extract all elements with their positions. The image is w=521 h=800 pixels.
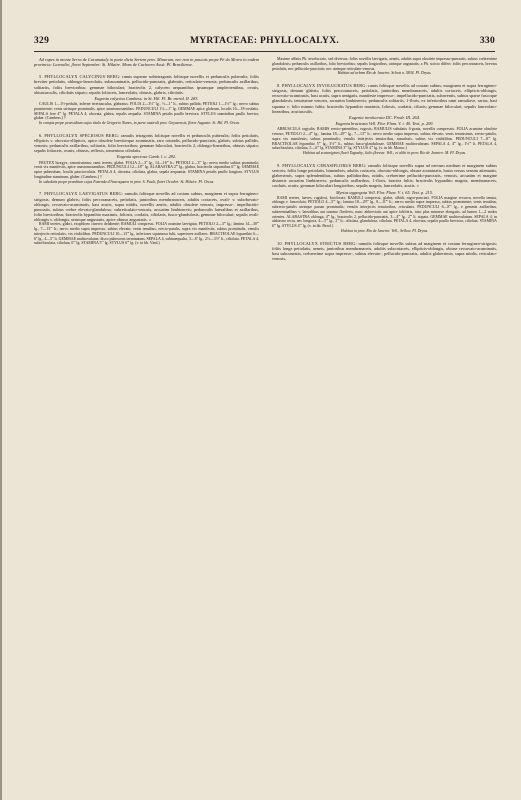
habitat-note: Habitat ad urbem Rio de Janeiro: Schott n. 5834. Pl. Dryas.: [337, 71, 432, 76]
synonym-citation: Myrtus aggregata Vell. Flor. Flum. V. t. 65. Text. p. 215.: [336, 189, 433, 195]
running-title: MYRTACEAE: PHYLLOCALYX.: [189, 36, 340, 46]
header-rule: [34, 51, 495, 52]
species-entry-6: [34, 133, 259, 154]
synonym-citation: Eugenia bracteata Vell. Flor. Flum. V. t. 40. Text. p. 209.: [335, 121, 434, 127]
species-description: CAULIS 1—1½-pedalis, inferne teretiusculus, glabratus. FOLIA 2—3½'' lg., ½—1'' lt., subtus pallida; PETIOLI 1—1½''' lg.; nervo subtus prominente; venis utrinque prominulis, apice anastomosantibus. PEDUNCULI 1½—1'' lg. GEMMAE apice glabrum, loculis 16—18-ovulatis. SEPALA fere 4''' lg. PETALA 4, obovata, glabra, sepalis aequalia. STAMINA petalis paullo breviora. STYLUS staminibus paullo brevior, glaber. (Cambess.) †: [34, 102, 259, 121]
synonym-citation: Eugenia involucrata DC. Prodr. III. 264.: [349, 114, 420, 120]
species-title: 5. PHYLLOCALYX CALYCINUS BERG:: [39, 74, 121, 80]
species-remark: Maxime affinis Ph. involucrato, sed diversus: foliis novellis laevigatis, aeneis, adultis supra obsolete impresso-punctatis, subtus crebrerrime glandulosis; pedunculis axillaribus, folio brevioribus; sepalis longioribus, utrinque angustatis; a Ph. stricto differt: foliis percoranaceis, brevius petiolatis, nec pellucido-punctatis, nec utrinque reticulato-venosis.: [272, 57, 497, 71]
species-description: ARBUSCULA orgyalis; RAMIS erecto-patentibus, rugosis; RAMULIS subulatis 4-gonis, novellis compressis. FOLIA acumine obsolete venoso; PETIOLO 2—4''' lg.; lamina 18—29''' lg., 7—13''' lt.; nervo medio supra impresso, subtus elevato; venis tenuissimis, erecto-patulis, supra vix manifestis, subtus prominulis; venulis interjectis tenuioribus, ramulosis, subtus vix visibilibus. PEDUNCULI 7—8''' lg. BRACTEOLAE hypanthio 5''' lg., 3½''' lt., subtus fusco-glandulosae. GEMMAE multiovulatum. SEPALA 4, 4''' lg., 1½''' lt. PETALA 4, suborbiculata, ciliolata, 5—6''' lg. STAMINA 3''' lg. STYLUS 4''' lg. (v. in hb. Monac.): [272, 127, 497, 151]
species-diagnosis: ramulis foliisque novellis ad costam subtus, marginem et supra ferrugineo-strigosis, demum glabris; foliis percoranaceis, petiolatis, junioribus membranaceis, adultis coriaceis, ovali- v. subobovato-oblongis, recurvato-acuminatis, basi acutis, supra nitidis, novellis aeniis, adultis obsolete venosis, impresso-, impellucido-punctatis, subtus crebre elevato-glanduloso, subreticulato-venosis, arcuatim limbinervis; pedunculis lateralibus et axillaribus, folio brevioribus; bracteolis hypanthio maximis, foliosis, cordatis, ciliolatis, fusco-glandulosis; gemmae biloculari; sepalis ovali-oblongis v. oblongis, utrinque angustatis, apice obtuso angustatis. ↄ: [34, 191, 259, 223]
species-diagnosis: ramulis foliisque novellis supra ad nervum medium et marginem subtus sericeis; foliis longe petiolatis, bimembris, adultis coriaceis, obovato-oblongis, obtuse acuminatis, basin versus sensim attenuatis, glaberrimis, supra splendentibus, subtus pallidioribus, nitidis, crebrerime pellucido-punctatis, venosis, arcuatim et margine distantis arcuatim limbinervis; pedunculis axillaribus, 1-floris, bractea fultis; bracteolis hypanthio magnis, membranaceis, cordatis, acutis; gemmae biloculari longioribus; sepalis magnis, lanceolatis, acutis. ↄ: [272, 162, 497, 189]
running-header: [34, 36, 495, 50]
species-diagnosis: ramulis tetragonis foliisque novellis et pedunculis puberulis; foliis petiolatis, ellipticis v. obovato-ellipticis, apice obsolete breviterque acuminatis, raro rotundis, pellucido-punctatis, glabris, subtus pallidis, venosis; pedunculis axillaribus, solitariis, folio brevioribus; gemmae biloculari, bracteolis 2, oblongo-linearibus, obtusis stipato; sepalis foliaceis, ovatis, obtusis, reflexis, tomentoso ciliolatis.: [34, 132, 259, 154]
habitat-note: In subalatis prope praedium cujus Fazenda d'Araraquara in prov. S. Pauli, floret Octobri: St. Hilaire. Pl. Orcas.: [39, 179, 215, 184]
species-entry-7: [34, 191, 259, 222]
left-column: [34, 57, 259, 246]
species-entry-10: [272, 241, 497, 262]
habitat-note: Habitat in prov. Rio de Janeiro: Vell., Sellow. Pl. Dryas.: [340, 228, 429, 233]
species-title: 8. PHYLLOCALYX INVOLUCRATUS BERG:: [277, 83, 367, 88]
species-title: 10. PHYLLOCALYX STRICTUS BERG:: [277, 240, 357, 246]
synonym-citation: Eugenia speciosa Camb. l. c. 282.: [116, 154, 177, 160]
species-title: 9. PHYLLOCALYX CERASIFLORUS BERG:: [277, 162, 367, 168]
species-diagnosis: ramulis foliisque novellis subtus ad marginem et costam ferrugineo-strigosis; foliis longe petiolatis, aeneis, junioribus membranaceis, adultis subcoriaceis, ellipticis-oblongis, obtuse recurvato-acuminatis, basi subcuneatis, crebrerrime supra impresso-, subtus elevato-, pellucido-punctatis, adultis glaberrimis, supra nitidis, reticulato-venosis,: [272, 240, 498, 262]
habitat-note: Ad rupes in monte Serra de Curumataly in parte dicta Sertem prov. Minarum, nec non in pascuis prope Pé do Morro in eadem provincia: Lavradio; floret Septembri: St. Hilaire. Mons de Cachorro Assú: Pl. Brasiliense.: [34, 57, 259, 68]
species-description: RAMI teretes, laeves, rugulosi, bicolorati; RAMULI compressi, glabri, albidi, nigro-punctati. FOLIA margine recurva, novella tenuia, oblonga v. lanceolata; PETIOLO 4—5''' lg.; lamina 18—29''' lg., 8—11''' lt.; nervo medio supra impresso, subtus prominente; venis tenuibus, subrecto-patulis utrinque parum prominulis; venulis interjectis tenuioribus, reticulatis. PEDUNCULI 6—8''' lg., e gemmis axillaribus, subterminalibus v. lateralibus aut summo floriferis, nunc abbreviatis aut apice foliiferis, tunc plus minusve elongatis, ad lumen 1—2 nodos orientes. ALABASTRA oblonga, 4''' lg., bracteolis 2, pellucido-punctatis, 3—4''' lg., 2''' lt. stipata. GEMMAE multiovulatum. SEPALA 4, in alabastro recta, nec longiora, 4—5''' lg., 2''' lt., ciliolata, glandulosa, ciliolata. PETALA 4, obovata, sepalis paullo breviora, ciliolata. STAMINA 6''' lg. STYLUS 4''' lg. (v. in hb. Berol.): [272, 195, 497, 229]
page-number-right: 330: [479, 36, 495, 46]
species-title: 6. PHYLLOCALYX SPECIOSUS BERG:: [39, 132, 120, 138]
species-entry-9: [272, 163, 497, 189]
species-entry-5: [34, 74, 259, 95]
species-diagnosis: ramis foliisque novellis ad costam subtus, marginem et supra ferrugineo-strigosis, demum glabris; foliis percoranaceis, petiolatis, junioribus membranaceis, adultis coriaceis, ellipticis-oblongis, recurvato-acuminatis, basi acutis, supra aenigatis, manifeste impresso-, impellucido-punctatis, subaveniis, subtus sparse fuscoque glandulosis, tenuissime venosis, arcuatim limbinervis; pedunculis solitariis, 1-floris, ex inferioribus rami ramuliave, rarius, basi squama v. folio minuto fultis; bracteolis hypanthio maximis, foliosis, cordatis, ciliatis; gemmae biloculari; sepalis lanceolato-linearibus, acutiusculis.: [272, 83, 497, 114]
habitat-note: In campis prope praesidium cujus titulo de Gregorio Nunes, in parte australi prov. Goyazensis, floret Augusto: St. Hil. Pl. Orcas.: [39, 121, 241, 126]
species-description: RAMI teretes, glabri, exophloeo cinereo delabente; RAMULI compressi. FOLIA acumine laevigata; PETIOLO 2—3''' lg.; lamina 14—30''' lg., 7—13''' lt.; nervo medio supra impresso, subtus elevato; venis tenuibus, erecto-patulis, supra vix manifestis, subtus prominulis, venulis interjectis reticulatis, vix visibilibus. PEDUNCULI 10—13''' lg., inferiores squamosa fulti, superiores axillares. BRACTEOLAE hypanthio 6—6'' lg., 4—5'' lt. GEMMAE multiovulatae, disco pubescens terminatum. SEPALA 4, subinaequalia, 3—6'' lg., 2½—3½'' lt., ciliolata. PETALA 4, suborbiculata, ciliolata, 6''' lg. STAMINA 5''' lg. STYLUS 6''' lg. (v. in hb. Vind.): [34, 222, 259, 246]
species-diagnosis: ramis superne subtetragonis foliisque novellis et pedunculis puberulis; foliis breviter petiolatis, oblongo-lanceolatis, subacuminatis, pellucido-punctatis, glabratis, reticulato-venosis; pedunculis axillaribus, solitariis, foliis brevioribus; gemmae biloculari; bracteolis 2, calycem aequantibus ipsumque amplectentibus, ovatis, obtusiusculis, ciliolatis stipato; sepalis foliaceis, lanceolatis, obtusis, glabris, ciliolatis.: [34, 74, 259, 95]
right-column: [272, 57, 497, 261]
species-title: 7. PHYLLOCALYX LAEVIGATUS BERG:: [39, 191, 124, 197]
synonym-citation: Eugenia calycina Cambess. in St. Hil. Fl. Br. merid. II. 283.: [94, 95, 199, 101]
habitat-note: Habitat ad scaturigines fluvii Taguahy, Julio floreus: Vell.; et alibi in prov. Rio de Janeiro: M. Pl. Dryas.: [302, 151, 467, 155]
species-description: FRUTEX biorgyx, ramosissimus; rami teretes, glabri. FOLIA 2—3'' lg., 14—16''' lt.; PETIOLI 2—3''' lg.; nervo medio subtus prominulo; venis vix manifestis, apice anastomosantibus. PEDUNCULI 12—18''' lg. ALABASTRA 2''' lg., glabra, bracteolis stipantibus 6''' lg. GEMMAE apice puberulum, loculis pauciovulatis. PETALA 4, obovata, ciliolata, glabra, sepala aequantia. STAMINA petalis paullo longiora. STYLUS longitudine staminum, glaber. (Cambess.) †: [34, 160, 259, 179]
page-number-left: 329: [34, 36, 50, 46]
species-entry-8: [272, 83, 497, 114]
